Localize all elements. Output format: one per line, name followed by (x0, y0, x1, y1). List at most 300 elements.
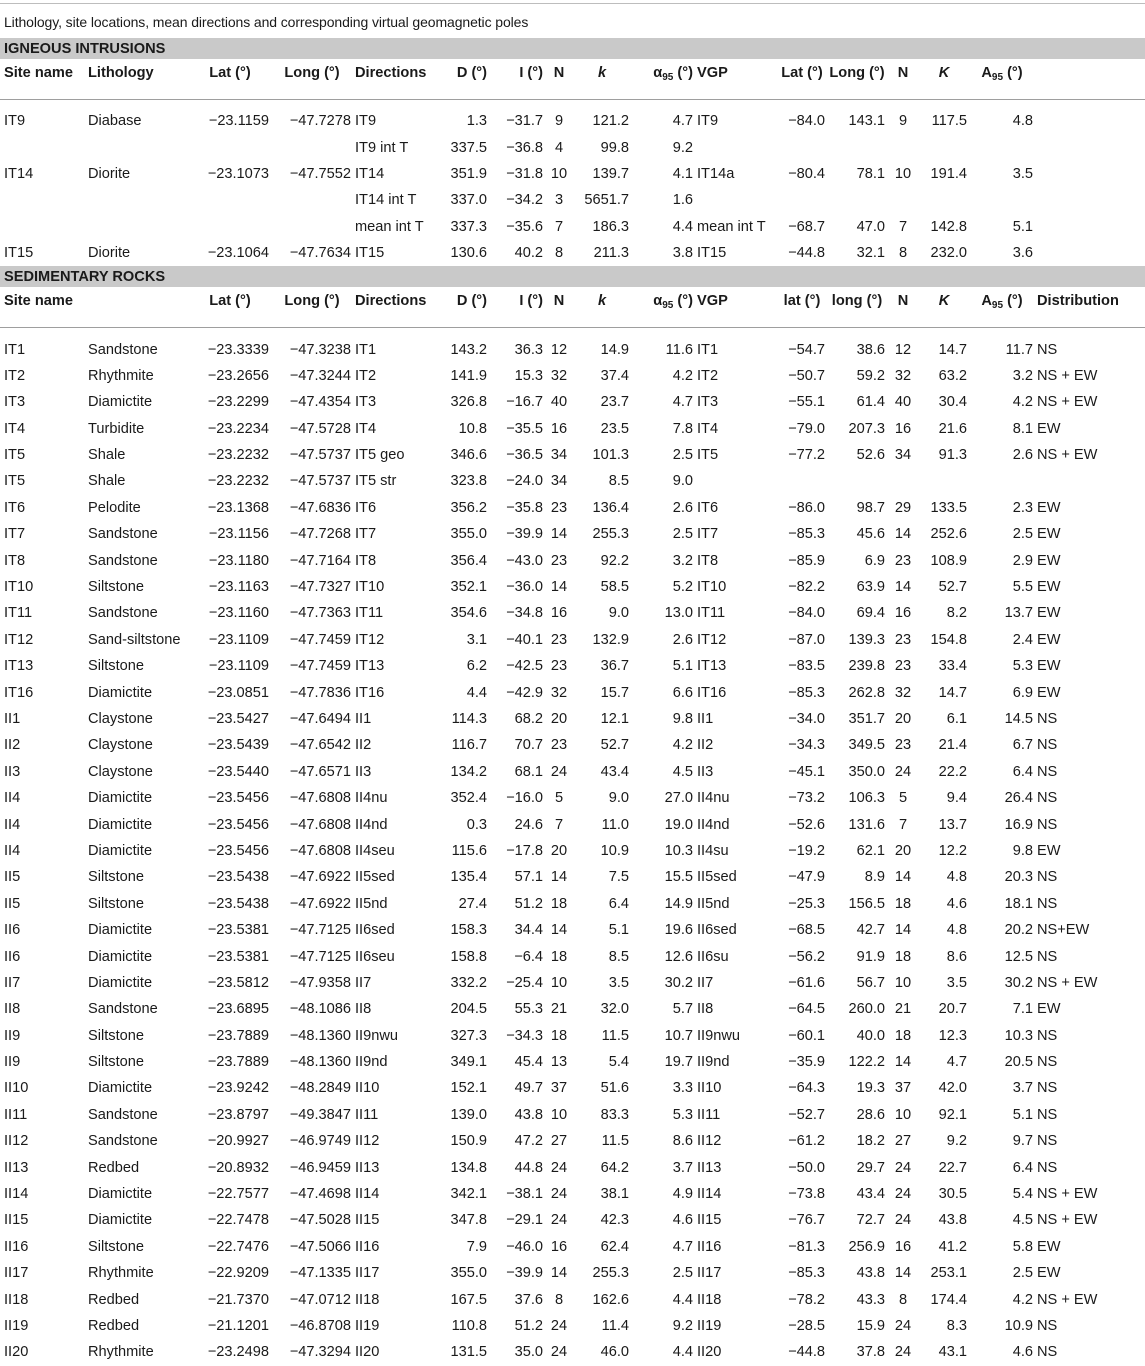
table-cell: −47.3238 (289, 341, 351, 358)
table-cell: II9nd (697, 1054, 730, 1071)
table-cell: 18.1 (1004, 895, 1033, 912)
table-cell (271, 134, 353, 160)
table-cell: 4.4 (672, 1291, 693, 1308)
table-cell: 12.2 (938, 842, 967, 859)
table-cell: II6sed (355, 922, 395, 939)
column-header: k (573, 287, 631, 328)
table-cell: Siltstone (88, 869, 144, 886)
table-cell: −23.5456 (207, 842, 269, 859)
table-cell: 9.8 (1012, 842, 1033, 859)
table-cell: 346.6 (450, 447, 487, 464)
table-cell: 24 (550, 1212, 568, 1229)
table-cell: −84.0 (788, 113, 825, 130)
table-cell: 6.4 (1012, 763, 1033, 780)
table-row (0, 240, 1145, 266)
table-cell: 12.3 (938, 1027, 967, 1044)
table-cell: 122.2 (848, 1054, 885, 1071)
table-cell: Sandstone (88, 341, 158, 358)
table-cell: 59.2 (856, 367, 885, 384)
table-cell: −55.1 (788, 394, 825, 411)
table-cell: IT5 (697, 447, 719, 464)
table-row (0, 864, 1145, 890)
table-cell (86, 214, 189, 240)
table-cell: 116.7 (451, 737, 487, 754)
column-header: $\alpha_{95}$ (°) (631, 287, 695, 328)
table-cell: 347.8 (450, 1212, 487, 1229)
table-cell: −48.2849 (289, 1080, 351, 1097)
table-cell (695, 468, 777, 494)
table-cell: 83.3 (600, 1106, 629, 1123)
table-cell: −47.9 (788, 869, 825, 886)
table-cell: Sandstone (88, 552, 158, 569)
table-cell: −22.9209 (207, 1265, 269, 1282)
table-cell: 134.2 (450, 763, 487, 780)
table-cell: 92.2 (600, 552, 629, 569)
table-cell: 30.2 (1004, 974, 1033, 991)
table-cell: 131.6 (848, 816, 885, 833)
table-cell: −40.1 (506, 631, 543, 648)
table-cell: 4.5 (672, 763, 693, 780)
column-header: Distribution (1035, 287, 1145, 328)
table-cell: 14 (550, 869, 568, 886)
table-cell: 55.3 (514, 1001, 543, 1018)
table-cell: −48.1360 (289, 1027, 351, 1044)
table-cell: 7 (898, 218, 908, 235)
table-row (0, 706, 1145, 732)
table-cell: 5 (898, 790, 908, 807)
table-cell: EW (1037, 842, 1061, 859)
table-cell (1035, 108, 1145, 134)
table-cell: 0.3 (466, 816, 487, 833)
table-row (0, 627, 1145, 653)
table-cell (969, 134, 1035, 160)
table-cell: 21.6 (938, 420, 967, 437)
table-cell: −31.8 (506, 165, 543, 182)
table-row (0, 1049, 1145, 1075)
table-cell: 38.6 (856, 341, 885, 358)
table-cell: 23 (550, 552, 568, 569)
table-cell: −23.2232 (207, 447, 269, 464)
spacer-row (0, 328, 1145, 337)
table-row (0, 811, 1145, 837)
table-cell: 43.4 (856, 1186, 885, 1203)
table-cell: −39.9 (506, 1265, 543, 1282)
table-cell: II13 (355, 1159, 380, 1176)
table-cell: 36.3 (514, 341, 543, 358)
table-cell: II4nd (697, 816, 730, 833)
table-cell: 14.9 (600, 341, 629, 358)
table-cell: 20 (550, 711, 568, 727)
table-cell: 5.7 (672, 1001, 693, 1018)
table-cell: 5651.7 (584, 192, 629, 209)
table-cell: EW (1037, 552, 1061, 569)
table-cell: −22.7476 (207, 1238, 269, 1255)
table-row (0, 442, 1145, 468)
table-cell: −23.3339 (207, 341, 269, 358)
table-row (0, 1207, 1145, 1233)
table-cell: 20.5 (1004, 1054, 1033, 1071)
table-cell: −49.3847 (289, 1106, 351, 1123)
table-cell: Siltstone (88, 1238, 144, 1255)
table-cell: II6su (697, 948, 729, 965)
table-cell: II2 (355, 737, 372, 754)
table-cell: −23.2656 (207, 367, 269, 384)
table-cell: −20.8932 (207, 1159, 269, 1176)
table-cell: −23.2232 (207, 473, 269, 490)
table-cell: 4.2 (1012, 394, 1033, 411)
column-header: N (887, 287, 919, 328)
table-cell: NS (1037, 1106, 1058, 1123)
table-cell: −23.5438 (207, 869, 269, 886)
table-cell: 139.3 (848, 631, 885, 648)
table-cell: II6sed (697, 922, 737, 939)
table-cell: Sandstone (88, 605, 158, 622)
table-cell: −23.1109 (208, 658, 269, 675)
table-cell: −23.1368 (207, 499, 269, 516)
table-cell: II17 (4, 1265, 29, 1282)
table-cell: II7 (4, 974, 21, 991)
table-cell (0, 100, 1145, 109)
table-cell: −47.6922 (289, 869, 351, 886)
table-cell: IT6 (697, 499, 719, 516)
table-cell: −21.7370 (207, 1291, 269, 1308)
table-cell: 32 (894, 367, 912, 384)
table-cell: 24 (894, 1186, 912, 1203)
section-title: SEDIMENTARY ROCKS (0, 266, 1145, 287)
table-cell: 8.1 (1012, 420, 1033, 437)
table-cell: IT5 (4, 473, 26, 490)
table-cell: NS (1037, 1344, 1058, 1361)
table-cell: Claystone (88, 711, 153, 727)
column-header: I (°) (489, 287, 545, 328)
table-cell: 38.1 (600, 1186, 629, 1203)
table-cell: IT3 (697, 394, 719, 411)
table-cell: 12.1 (600, 711, 629, 727)
table-cell: 14 (894, 869, 912, 886)
table-cell: −64.5 (788, 1001, 825, 1018)
table-cell: 30.4 (938, 394, 967, 411)
table-cell: 14 (894, 579, 912, 596)
paleomagnetic-data-table (0, 38, 1145, 1366)
table-cell: 40 (894, 394, 912, 411)
table-cell: 10.3 (1004, 1027, 1033, 1044)
table-cell: 16 (550, 1238, 568, 1255)
table-cell (1035, 214, 1145, 240)
table-cell: −46.9459 (289, 1159, 351, 1176)
table-cell: 7 (898, 816, 908, 833)
table-cell: 30.2 (664, 974, 693, 991)
column-header (86, 287, 189, 328)
table-cell: −47.3294 (289, 1344, 351, 1361)
table-cell: 3 (554, 192, 564, 209)
table-row (0, 1154, 1145, 1180)
table-cell: 6.9 (864, 552, 885, 569)
table-cell: 2.5 (1012, 526, 1033, 543)
table-cell (919, 187, 969, 213)
table-cell: Diorite (88, 165, 131, 182)
table-cell: 232.0 (930, 245, 967, 262)
table-cell: 40.2 (514, 245, 543, 262)
table-cell: 23 (550, 737, 568, 754)
table-cell: 3.3 (672, 1080, 693, 1097)
table-cell: 29.7 (856, 1159, 885, 1176)
table-cell: 24 (894, 1344, 912, 1361)
table-cell: 37 (550, 1080, 568, 1097)
table-cell: 37 (894, 1080, 912, 1097)
table-cell: IT15 (355, 245, 385, 262)
table-cell: 323.8 (450, 473, 487, 490)
table-row (0, 416, 1145, 442)
table-cell: 8.9 (864, 869, 885, 886)
table-cell: IT5 geo (355, 447, 405, 464)
table-cell: −47.7164 (289, 552, 351, 569)
table-cell: II8 (355, 1001, 372, 1018)
table-cell: IT15 (4, 245, 34, 262)
table-cell (1035, 468, 1145, 494)
table-cell: 14 (550, 922, 568, 939)
table-cell: 3.1 (466, 631, 487, 648)
table-cell: −47.5737 (289, 447, 351, 464)
table-cell: II16 (355, 1238, 380, 1255)
table-cell: −36.8 (506, 139, 543, 156)
table-cell: −23.1064 (207, 245, 269, 262)
table-cell: −64.3 (788, 1080, 825, 1097)
table-cell: −77.2 (788, 447, 825, 464)
table-cell: −47.7278 (289, 113, 351, 130)
table-cell: II10 (4, 1080, 29, 1097)
table-cell: IT14 (4, 165, 34, 182)
table-cell: −23.1109 (208, 631, 269, 648)
table-cell: 8.6 (946, 948, 967, 965)
column-header: lat (°) (777, 287, 827, 328)
table-cell: 49.7 (514, 1080, 543, 1097)
table-cell: −35.8 (506, 499, 543, 516)
table-cell: 2.5 (672, 1265, 693, 1282)
table-cell: 4.4 (672, 1344, 693, 1361)
table-cell: IT13 (355, 658, 385, 675)
table-cell: −52.7 (788, 1106, 825, 1123)
table-cell: 92.1 (938, 1106, 967, 1123)
table-cell: 8.6 (672, 1133, 693, 1150)
table-cell: 3.2 (672, 552, 693, 569)
table-cell: EW (1037, 526, 1061, 543)
table-cell: −23.5440 (207, 763, 269, 780)
column-header: K (919, 59, 969, 100)
table-cell: −23.8797 (207, 1106, 269, 1123)
table-cell: 11.4 (601, 1317, 629, 1334)
table-row (0, 187, 1145, 213)
table-cell: II14 (355, 1186, 380, 1203)
section-header-sedimentary (0, 266, 1145, 287)
table-cell: Sandstone (88, 1106, 158, 1123)
table-cell (271, 214, 353, 240)
table-cell: −47.1335 (289, 1265, 351, 1282)
table-cell: 5.1 (1012, 218, 1033, 235)
table-cell: IT16 (355, 684, 385, 701)
table-cell: 4.7 (946, 1054, 967, 1071)
table-cell: NS (1037, 816, 1058, 833)
table-cell: 14.5 (1004, 711, 1033, 727)
table-cell: 130.6 (450, 245, 487, 262)
table-cell: 186.3 (592, 218, 629, 235)
table-row (0, 970, 1145, 996)
table-cell: −42.5 (506, 658, 543, 675)
table-cell: 21 (550, 1001, 568, 1018)
table-cell: 14 (550, 579, 568, 596)
table-cell: Sandstone (88, 1001, 158, 1018)
table-cell: IT8 (4, 552, 26, 569)
table-cell: 135.4 (450, 869, 487, 886)
table-cell: 2.5 (672, 447, 693, 464)
table-cell: 23 (550, 658, 568, 675)
table-cell: −46.0 (506, 1238, 543, 1255)
table-cell: 255.3 (592, 1265, 629, 1282)
table-cell: −34.2 (506, 192, 543, 209)
table-cell: 18 (550, 1027, 568, 1044)
table-cell: 141.9 (450, 367, 487, 384)
column-header: Lat (°) (189, 287, 271, 328)
table-cell: 20 (550, 842, 568, 859)
table-cell: −85.3 (788, 1265, 825, 1282)
table-cell: −60.1 (788, 1027, 825, 1044)
table-cell: −43.0 (506, 552, 543, 569)
table-cell: 43.4 (600, 763, 629, 780)
table-cell: 44.8 (514, 1159, 543, 1176)
table-row (0, 468, 1145, 494)
table-cell: 34 (894, 447, 912, 464)
table-cell: −23.2299 (207, 394, 269, 411)
table-cell: Rhythmite (88, 367, 154, 384)
table-cell: −23.5381 (207, 922, 269, 939)
table-cell: 24 (894, 1317, 912, 1334)
table-cell: −34.8 (506, 605, 543, 622)
table-cell: 64.2 (600, 1159, 629, 1176)
table-cell: 6.2 (466, 658, 487, 675)
table-cell: IT11 (697, 605, 726, 622)
table-cell: −23.7889 (207, 1027, 269, 1044)
table-cell: 12 (894, 341, 912, 358)
table-cell: 342.1 (450, 1186, 487, 1203)
table-cell: 106.3 (848, 790, 885, 807)
table-cell: 32.1 (856, 245, 885, 262)
table-cell: 26.4 (1004, 790, 1033, 807)
table-cell: Diamictite (88, 1212, 153, 1229)
table-cell: 11.5 (601, 1133, 629, 1150)
table-cell: II17 (697, 1265, 722, 1282)
table-cell: 143.2 (450, 341, 487, 358)
table-cell: 68.1 (514, 763, 543, 780)
table-cell: −23.6895 (207, 1001, 269, 1018)
table-cell: II8 (4, 1001, 21, 1018)
table-cell: 253.1 (930, 1265, 967, 1282)
table-cell: 4.8 (946, 922, 967, 939)
column-header: D (°) (437, 59, 489, 100)
table-cell: 45.4 (514, 1054, 543, 1071)
column-header: $\alpha_{95}$ (°) (631, 59, 695, 100)
table-cell: 9.8 (672, 711, 693, 727)
table-cell: 150.9 (450, 1133, 487, 1150)
table-cell: 349.1 (450, 1054, 487, 1071)
table-cell: II10 (355, 1080, 380, 1097)
table-cell: 5.1 (672, 658, 693, 675)
table-cell: 5.3 (672, 1106, 693, 1123)
table-cell: 3.6 (1012, 245, 1033, 262)
table-cell: 27.0 (664, 790, 693, 807)
table-cell (0, 214, 86, 240)
table-cell: 9 (898, 113, 908, 130)
column-header-row-igneous (0, 59, 1145, 100)
column-header: Site name (0, 59, 86, 100)
table-cell: 110.8 (451, 1317, 487, 1334)
table-cell: 15.9 (856, 1317, 885, 1334)
table-cell: −31.7 (506, 113, 543, 130)
table-cell: NS (1037, 869, 1058, 886)
table-cell: 131.5 (450, 1344, 487, 1361)
table-cell: 7.9 (466, 1238, 487, 1255)
table-cell: 20.2 (1004, 922, 1033, 939)
table-cell: 5.1 (1012, 1106, 1033, 1123)
column-header: Lat (°) (189, 59, 271, 100)
table-cell: −35.6 (506, 218, 543, 235)
table-cell: NS (1037, 1159, 1058, 1176)
table-cell: Redbed (88, 1159, 140, 1176)
table-cell: 11.0 (601, 816, 629, 833)
table-cell (919, 134, 969, 160)
table-cell: 98.7 (856, 499, 885, 516)
table-cell: 32.0 (600, 1001, 629, 1018)
table-cell: 15.5 (664, 869, 693, 886)
table-cell: 12.6 (664, 948, 693, 965)
table-cell: 43.1 (938, 1344, 967, 1361)
table-row (0, 679, 1145, 705)
table-cell (827, 187, 887, 213)
table-cell: II5sed (355, 869, 395, 886)
table-cell: 14 (894, 526, 912, 543)
column-header: Long (°) (271, 59, 353, 100)
table-cell: −47.6542 (289, 737, 351, 754)
table-cell: 9.7 (1012, 1133, 1033, 1150)
table-cell: 256.9 (848, 1238, 885, 1255)
table-cell: −47.7459 (289, 658, 351, 675)
table-cell: 337.0 (450, 192, 487, 209)
table-cell: Sandstone (88, 526, 158, 543)
table-cell (969, 468, 1035, 494)
table-cell: IT5 str (355, 473, 397, 490)
table-cell: 68.2 (514, 711, 543, 727)
table-cell: II18 (355, 1291, 380, 1308)
table-row (0, 917, 1145, 943)
table-cell: 13.7 (1004, 605, 1033, 622)
table-cell: −38.1 (506, 1186, 543, 1203)
table-cell: 35.0 (514, 1344, 543, 1361)
table-cell: −28.5 (788, 1317, 825, 1334)
table-cell: IT2 (355, 367, 377, 384)
table-cell: −56.2 (788, 948, 825, 965)
table-cell: 47.0 (856, 218, 885, 235)
table-cell: II19 (4, 1317, 29, 1334)
table-cell (86, 187, 189, 213)
table-cell: −23.1159 (208, 113, 269, 130)
table-cell: IT9 int T (355, 139, 409, 156)
table-cell: −47.7634 (289, 245, 351, 262)
column-header: $A_{95}$ (°) (969, 287, 1035, 328)
table-cell: −76.7 (788, 1212, 825, 1229)
table-cell: 56.7 (856, 974, 885, 991)
table-cell: 162.6 (592, 1291, 629, 1308)
column-header: long (°) (827, 287, 887, 328)
table-cell: 9 (554, 113, 564, 130)
table-cell: II20 (697, 1344, 722, 1361)
